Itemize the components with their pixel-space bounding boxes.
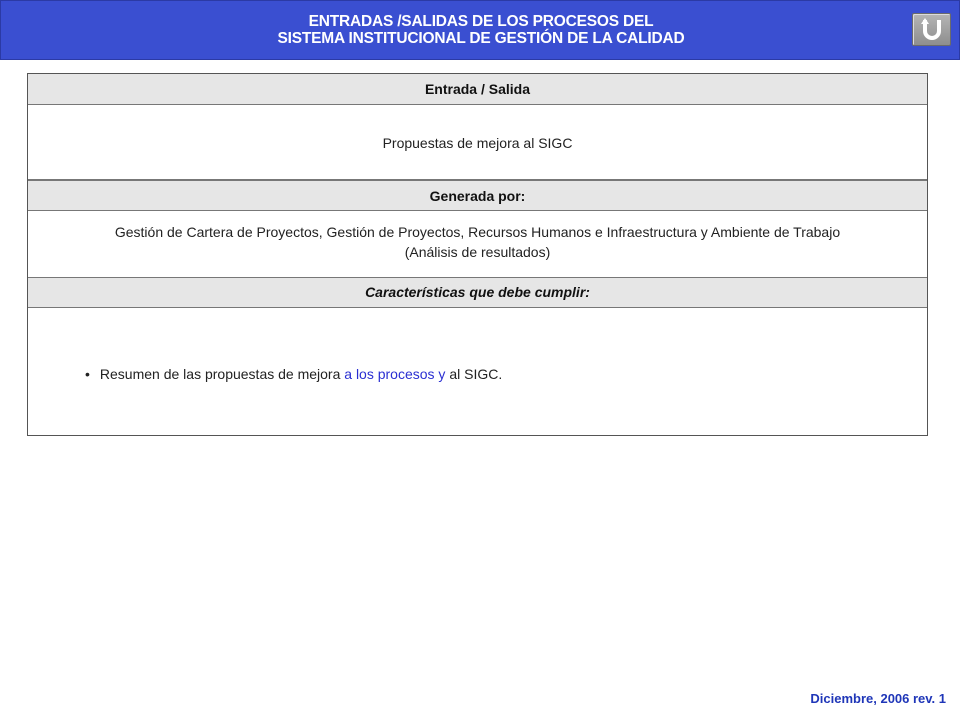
header-caracteristicas: Características que debe cumplir:: [28, 278, 927, 308]
bullet: •: [85, 366, 90, 382]
title-banner: [0, 0, 960, 60]
header-entrada-salida: Entrada / Salida: [28, 74, 927, 105]
item-text-end: al SIGC.: [445, 366, 503, 382]
back-button[interactable]: [912, 13, 951, 46]
page-title-line-2: SISTEMA INSTITUCIONAL DE GESTIÓN DE LA CALIDAD: [277, 30, 685, 47]
page-title-line-1: ENTRADAS /SALIDAS DE LOS PROCESOS DEL: [308, 13, 654, 30]
value-entrada-salida: Propuestas de mejora al SIGC: [28, 105, 927, 180]
u-turn-back-icon: [920, 17, 944, 41]
item-text-highlight: a los procesos y: [344, 366, 446, 382]
revision-date: Diciembre, 2006 rev. 1: [810, 691, 946, 706]
value-caracteristicas: [28, 308, 927, 435]
list-item: [85, 366, 502, 382]
item-text-start: Resumen de las propuestas de mejora: [99, 366, 345, 382]
page-title: [1, 13, 960, 47]
generada-por-line-2: (Análisis de resultados): [404, 244, 551, 260]
header-generada-por: Generada por:: [28, 180, 927, 211]
process-io-table: [27, 73, 928, 436]
value-generada-por: [28, 211, 927, 278]
generada-por-line-1: Gestión de Cartera de Proyectos, Gestión de Proyectos, Recursos Humanos e Infraestructura y Ambiente de Trabajo: [114, 224, 841, 240]
